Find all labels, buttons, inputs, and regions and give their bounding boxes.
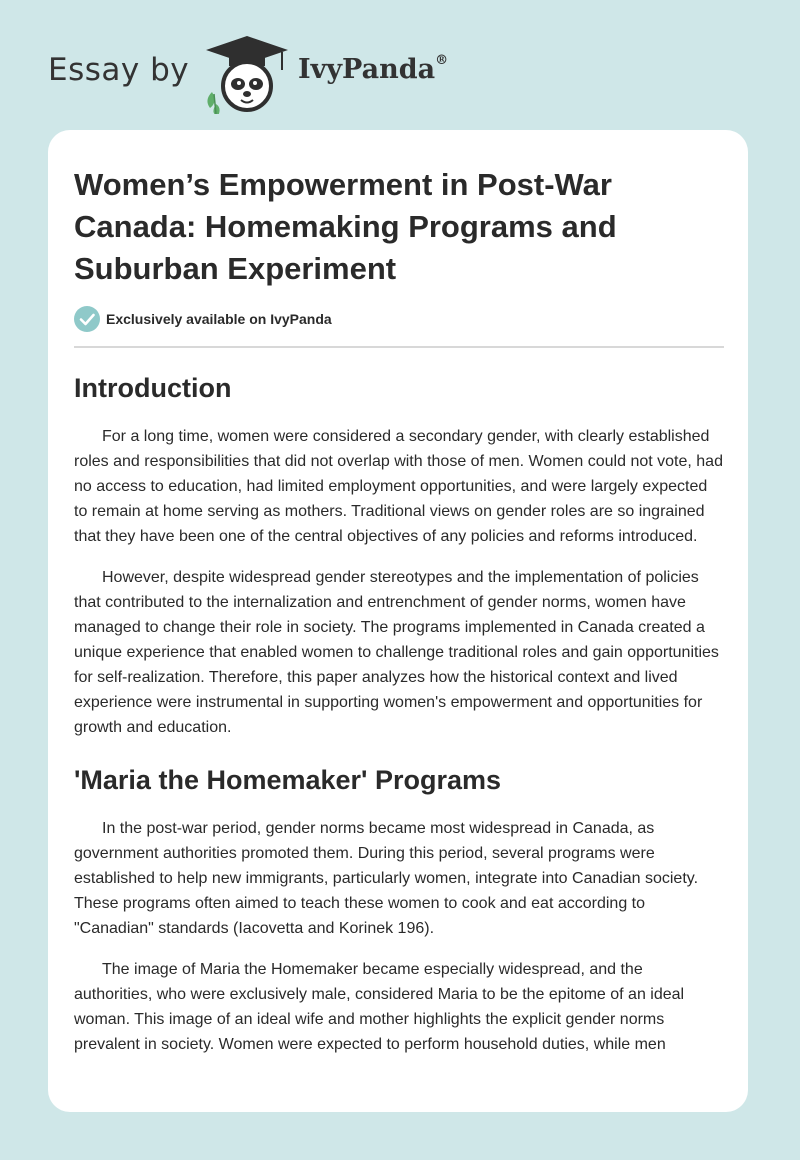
paragraph: However, despite widespread gender stereotypes and the implementation of policies that contributed to the internalization and entrenchment of gender norms, women have managed to change their role in society. The programs implemented in Canada created a unique experience that enabled women to challenge traditional roles and gain opportunities for self-realization. Therefore, this paper analyzes how the historical context and lived experience were instrumental in supporting women's empowerment and opportunities for growth and education. <box>74 569 719 736</box>
essay-by-label: Essay by <box>48 52 190 88</box>
paragraph: For a long time, women were considered a secondary gender, with clearly established roles and responsibilities that did not overlap with those of men. Women could not vote, had no access to education, had limited employment opportunities, and were largely expected to remain at home serving as mothers. Traditional views on gender roles are so ingrained that they have been one of the central objectives of any policies and reforms introduced. <box>74 428 723 545</box>
brand-name[interactable] <box>298 54 448 85</box>
essay-content <box>74 164 724 1057</box>
site-header <box>48 28 508 112</box>
essay-card <box>48 130 748 1112</box>
divider <box>74 346 724 348</box>
exclusive-label: Exclusively available on IvyPanda <box>106 311 332 327</box>
section-heading-introduction: Introduction <box>74 373 232 403</box>
brand-text: IvyPanda <box>298 54 436 85</box>
paragraph: The image of Maria the Homemaker became especially widespread, and the authorities, who were exclusively male, considered Maria to be the epitome of an ideal woman. This image of an ideal wife and mother highlights the explicit gender norms prevalent in society. Women were expected to perform household duties, while men <box>74 961 685 1053</box>
paragraph: In the post-war period, gender norms became most widespread in Canada, as government authorities promoted them. During this period, several programs were established to help new immigrants, particularly women, integrate into Canadian society. These programs often aimed to teach these women to cook and eat according to "Canadian" standards (Iacovetta and Korinek 196). <box>74 820 699 937</box>
check-circle-icon <box>74 306 100 332</box>
exclusive-badge <box>74 304 724 334</box>
panda-logo-icon[interactable] <box>202 34 292 114</box>
essay-title: Women’s Empowerment in Post-War Canada: Homemaking Programs and Suburban Experiment <box>74 167 617 286</box>
registered-mark: ® <box>435 53 449 68</box>
section-heading-maria-programs: 'Maria the Homemaker' Programs <box>74 765 502 795</box>
